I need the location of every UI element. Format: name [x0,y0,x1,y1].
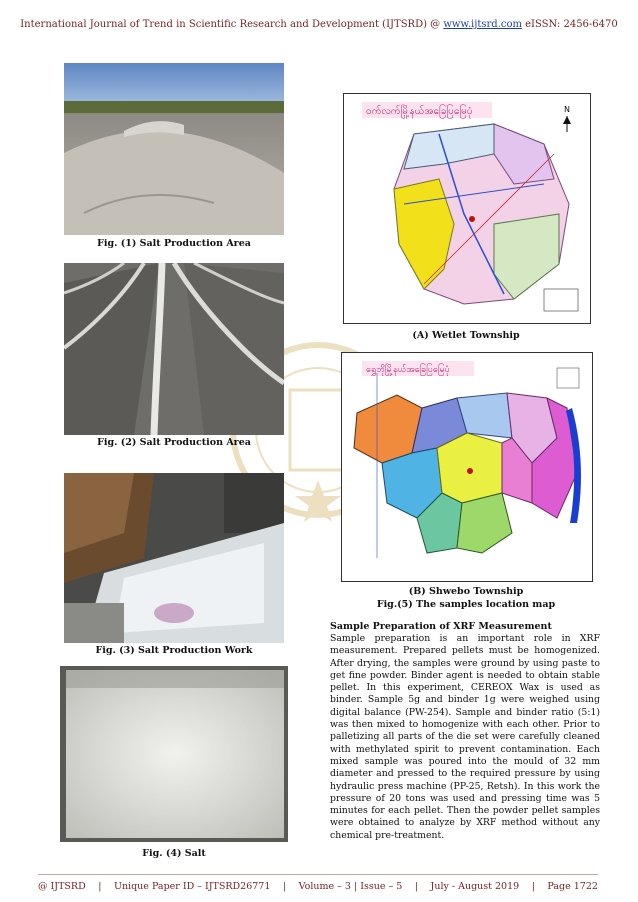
svg-text:N: N [564,105,570,114]
journal-url-link[interactable]: www.ijtsrd.com [443,19,522,30]
section-body-paragraph: Sample preparation is an important role in XRF measurement. Prepared pellets must be homogenized. After drying, the samples were ground by using paste to get fine powder. Binder agent is needed to obtain stable pellet. In this experiment, CEREOX Wax is used as binder. Sample 5g and binder 1g were weighed using digital balance (PW-254). Sample and binder ratio (5:1) was then mixed to homogenize with each other. Prior to palletizing all parts of the die set were carefully cleaned with methylated spirit to prevent contamination. Each mixed sample was poured into the mould of 32 mm diameter and pressed to the required pressure by using hydraulic press machine (PP-25, Retsh). In this work the pressure of 20 tons was used and pressing time was 5 minutes for each pellet. Then the powder pellet samples were obtained to analyze by XRF method without any chemical pre-treatment. [330,633,600,841]
fig2-caption: Fig. (2) Salt Production Area [97,437,251,448]
journal-name: International Journal of Trend in Scientific Research and Development (IJTSRD) @ [20,19,444,30]
section-heading: Sample Preparation of XRF Measurement [330,621,552,632]
footer-page-number: Page 1722 [547,881,598,892]
wetlet-map-graphic [344,94,590,323]
footer-paper-id: Unique Paper ID – IJTSRD26771 [113,881,271,892]
issn-text: eISSN: 2456-6470 [521,19,618,30]
footer-volume-issue: Volume – 3 | Issue – 5 [298,881,403,892]
wetlet-township-map [343,93,591,324]
footer-separator: | [531,881,535,892]
shwebo-township-map [341,352,593,582]
fig1-caption: Fig. (1) Salt Production Area [97,238,251,249]
salt-production-area-photo-2 [64,263,284,435]
footer-separator: | [414,881,418,892]
running-footer [38,881,598,892]
footer-separator: | [98,881,102,892]
footer-ijtsrd: @ IJTSRD [38,881,86,892]
footer-separator: | [282,881,287,892]
fig5-caption: Fig.(5) The samples location map [376,599,556,610]
svg-text:ရွှေဘိုမြို့နယ်အခြေပြမြေပုံ: ရွှေဘိုမြို့နယ်အခြေပြမြေပုံ [366,365,450,375]
footer-date: July - August 2019 [430,881,520,892]
fig3-caption: Fig. (3) Salt Production Work [95,645,253,656]
map-a-caption: (A) Wetlet Township [412,330,520,341]
footer-divider [38,874,598,875]
running-header [0,19,638,30]
salt-production-area-photo-1 [64,63,284,235]
salt-production-work-photo [64,473,284,643]
fig4-caption: Fig. (4) Salt [142,848,206,859]
shwebo-map-graphic [342,353,592,581]
map-b-caption: (B) Shwebo Township [408,586,524,597]
salt-photo [60,666,288,842]
svg-text:ဝက်လက်မြို့နယ်အခြေပြမြေပုံ: ဝက်လက်မြို့နယ်အခြေပြမြေပုံ [366,106,473,117]
